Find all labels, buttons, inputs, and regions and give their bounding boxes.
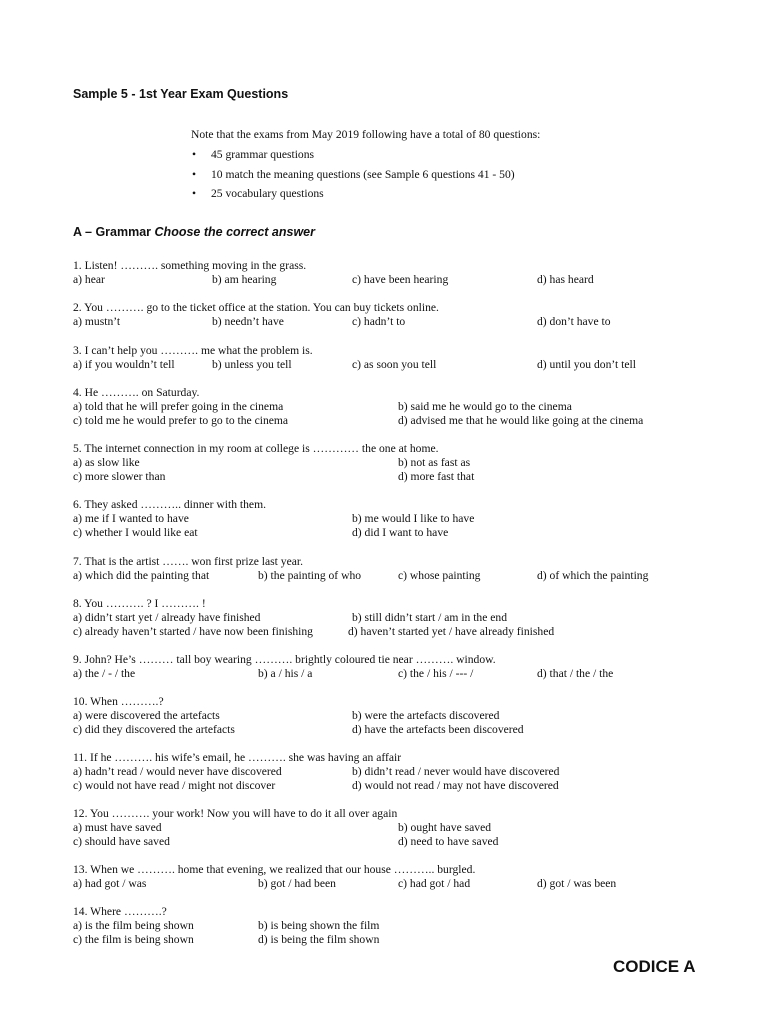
question-stem: 4. He ………. on Saturday. [73,386,200,399]
option-a[interactable]: a) were discovered the artefacts [73,709,220,722]
option-a[interactable]: a) had got / was [73,877,147,890]
options-row [73,400,713,414]
option-c[interactable]: c) as soon you tell [352,358,437,371]
option-c[interactable]: c) hadn’t to [352,315,406,328]
option-b[interactable]: b) still didn’t start / am in the end [352,611,507,624]
option-d[interactable]: d) don’t have to [537,315,611,328]
option-b[interactable]: b) were the artefacts discovered [352,709,500,722]
option-a[interactable]: a) if you wouldn’t tell [73,358,175,371]
option-b[interactable]: b) ought have saved [398,821,492,834]
option-c[interactable]: c) should have saved [73,835,170,848]
option-d[interactable]: d) more fast that [398,470,475,483]
section-a-heading [73,225,315,239]
options-row [73,667,713,681]
question [73,301,713,329]
note-bullet-item: • 45 grammar questions [192,148,315,161]
options-row [73,470,713,484]
note-bullet-item: • 25 vocabulary questions [192,187,324,200]
question [73,344,713,372]
option-d[interactable]: d) have the artefacts been discovered [352,723,524,736]
question [73,905,713,947]
option-d[interactable]: d) has heard [537,273,594,286]
bullet-icon: • [192,148,197,161]
option-b[interactable]: b) got / had been [258,877,336,890]
options-row [73,526,713,540]
option-c[interactable]: c) whether I would like eat [73,526,198,539]
options-row [73,611,713,625]
option-d[interactable]: d) advised me that he would like going at the cinema [398,414,644,427]
option-b[interactable]: b) a / his / a [258,667,313,680]
question [73,259,713,287]
options-row [73,273,713,287]
option-a[interactable]: a) mustn’t [73,315,121,328]
question [73,555,713,583]
bullet-icon: • [192,187,197,200]
option-d[interactable]: d) that / the / the [537,667,614,680]
options-row [73,765,713,779]
options-row [73,456,713,470]
question-stem: 14. Where ……….? [73,905,167,918]
options-row [73,625,713,639]
options-row [73,933,713,947]
option-c[interactable]: c) the / his / --- / [398,667,474,680]
question-stem: 13. When we ………. home that evening, we realized that our house ……….. burgled. [73,863,476,876]
options-row [73,723,713,737]
question [73,751,713,793]
options-row [73,919,713,933]
option-a[interactable]: a) didn’t start yet / already have finished [73,611,261,624]
question-stem: 6. They asked ……….. dinner with them. [73,498,266,511]
exam-code-label: CODICE A [613,957,696,976]
option-c[interactable]: c) did they discovered the artefacts [73,723,235,736]
bullet-icon: • [192,167,197,181]
question [73,386,713,428]
option-b[interactable]: b) unless you tell [212,358,292,371]
option-d[interactable]: d) would not read / may not have discovered [352,779,559,792]
question-stem: 1. Listen! ………. something moving in the grass. [73,259,307,272]
option-d[interactable]: d) until you don’t tell [537,358,636,371]
options-row [73,821,713,835]
question-stem: 7. That is the artist ……. won first prize last year. [73,555,304,568]
option-b[interactable]: b) said me he would go to the cinema [398,400,572,413]
option-a[interactable]: a) hadn’t read / would never have discovered [73,765,282,778]
option-b[interactable]: b) didn’t read / never would have discovered [352,765,560,778]
question-stem: 8. You ………. ? I ………. ! [73,597,206,610]
note-intro: Note that the exams from May 2019 following have a total of 80 questions: [191,128,541,141]
option-a[interactable]: a) the / - / the [73,667,136,680]
option-a[interactable]: a) hear [73,273,105,286]
options-row [73,779,713,793]
section-instruction: Choose the correct answer [154,225,315,239]
options-row [73,877,713,891]
options-row [73,709,713,723]
option-c[interactable]: c) the film is being shown [73,933,194,946]
question-stem: 11. If he ………. his wife’s email, he ………. she was having an affair [73,751,402,764]
note-bullet-item: • 10 match the meaning questions (see Sample 6 questions 41 - 50) [192,167,515,181]
option-c[interactable]: c) more slower than [73,470,166,483]
question [73,807,713,849]
option-b[interactable]: b) is being shown the film [258,919,380,932]
question-stem: 2. You ………. go to the ticket office at the station. You can buy tickets online. [73,301,439,314]
question-stem: 10. When ……….? [73,695,164,708]
option-a[interactable]: a) must have saved [73,821,162,834]
option-d[interactable]: d) got / was been [537,877,617,890]
options-row [73,569,713,583]
option-c[interactable]: c) had got / had [398,877,471,890]
option-c[interactable]: c) told me he would prefer to go to the cinema [73,414,289,427]
option-d[interactable]: d) need to have saved [398,835,499,848]
option-c[interactable]: c) whose painting [398,569,481,582]
note-bullet-list [192,148,515,207]
question-stem: 3. I can’t help you ………. me what the problem is. [73,344,313,357]
option-a[interactable]: a) which did the painting that [73,569,210,582]
option-c[interactable]: c) have been hearing [352,273,449,286]
option-b[interactable]: b) needn’t have [212,315,284,328]
option-b[interactable]: b) am hearing [212,273,277,286]
option-d[interactable]: d) of which the painting [537,569,649,582]
option-c[interactable]: c) already haven’t started / have now been finishing [73,625,313,638]
option-b[interactable]: b) the painting of who [258,569,362,582]
option-b[interactable]: b) me would I like to have [352,512,475,525]
question [73,695,713,737]
question [73,442,713,484]
option-d[interactable]: d) haven’t started yet / have already finished [348,625,555,638]
question [73,863,713,891]
option-a[interactable]: a) me if I wanted to have [73,512,189,525]
page-title: Sample 5 - 1st Year Exam Questions [73,87,289,101]
section-label: A – Grammar [73,225,155,239]
options-row [73,315,713,329]
question [73,597,713,639]
option-a[interactable]: a) as slow like [73,456,140,469]
question [73,498,713,540]
question-stem: 5. The internet connection in my room at college is ………… the one at home. [73,442,439,455]
options-row [73,835,713,849]
option-a[interactable]: a) is the film being shown [73,919,194,932]
option-d[interactable]: d) did I want to have [352,526,449,539]
question-stem: 12. You ………. your work! Now you will have to do it all over again [73,807,398,820]
options-row [73,358,713,372]
option-c[interactable]: c) would not have read / might not discover [73,779,276,792]
question-stem: 9. John? He’s ……… tall boy wearing ………. brightly coloured tie near ………. window. [73,653,496,666]
option-d[interactable]: d) is being the film shown [258,933,380,946]
option-a[interactable]: a) told that he will prefer going in the cinema [73,400,284,413]
option-b[interactable]: b) not as fast as [398,456,471,469]
options-row [73,512,713,526]
options-row [73,414,713,428]
question [73,653,713,681]
